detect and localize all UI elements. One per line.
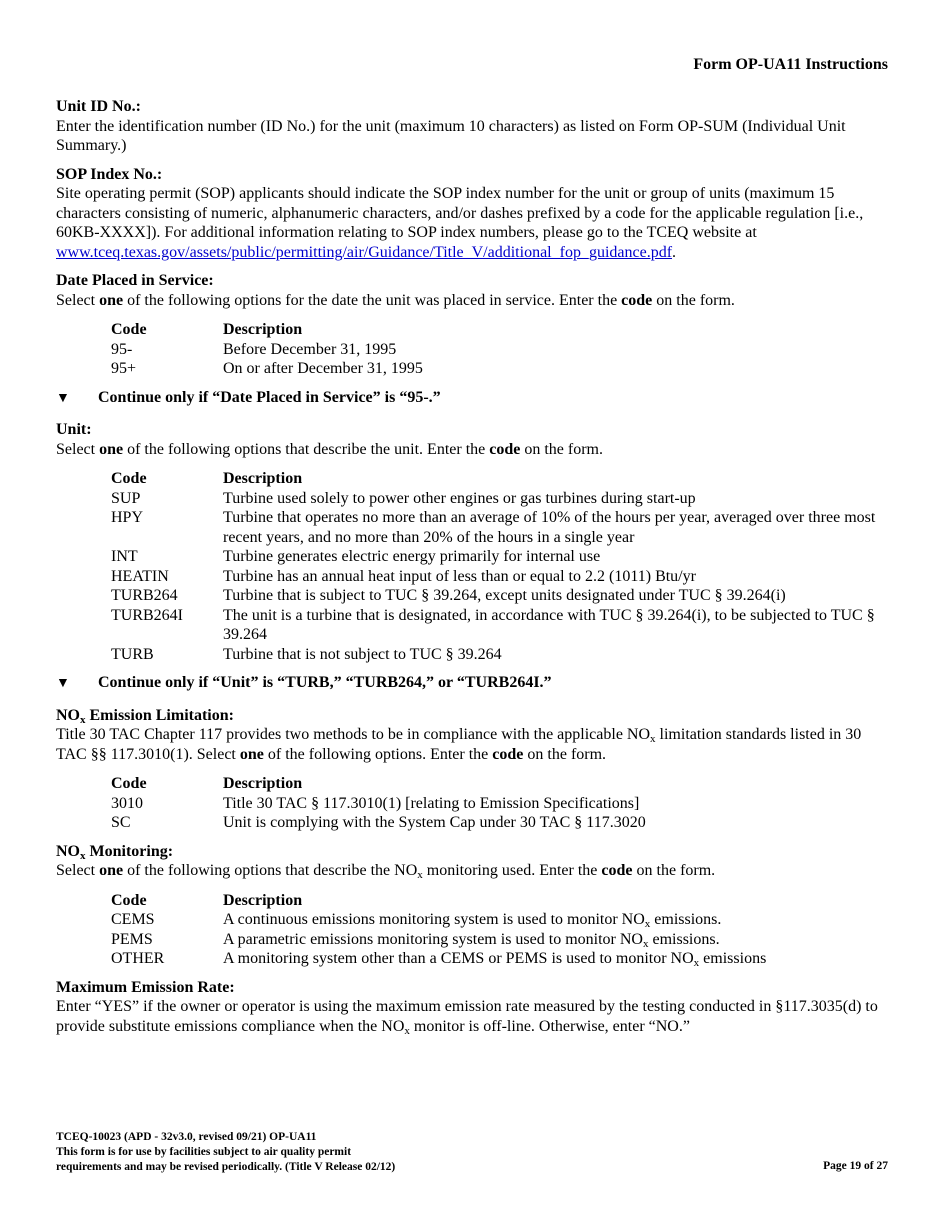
code-cell: 95+: [111, 360, 137, 377]
section-intro: Select one of the following options that describe the unit. Enter the code on the form.: [56, 440, 603, 458]
down-triangle-icon: ▼: [56, 390, 70, 406]
column-header-description: Description: [223, 775, 303, 792]
section-unit-id: [56, 97, 892, 156]
column-header-description: Description: [223, 891, 303, 909]
table-row: [111, 340, 894, 360]
section-text: Site operating permit (SOP) applicants should indicate the SOP index number for the unit or group of units (maximum 15 characters consisting of numeric, alphanumeric characters, and/or dashes prefixed by a code for the applicable regulation [i.e., 60KB-XXXX]). For additional information relating to SOP index numbers, please go to the TCEQ website at www.tceq.texas.gov/assets/public/permitting/air/Guidance/Title_V/additional_fop_guidance.pdf.: [56, 185, 864, 261]
section-heading: $NO_x$ Monitoring:: [56, 842, 174, 862]
description-cell: Before December 31, 1995: [223, 340, 397, 358]
section-heading: Unit ID No.:: [56, 98, 141, 115]
section-intro: Title 30 TAC Chapter 117 provides two methods to be in compliance with the applicable $NO_x$ limitation standards listed in 30 TAC §§ 117.3010(1). Select one of the following options. Enter the code on the form.: [56, 726, 862, 763]
code-table-nox-monitoring: [111, 891, 894, 969]
code-cell: 3010: [111, 794, 143, 812]
table-row: [111, 930, 894, 950]
table-row: [111, 359, 894, 379]
table-header-row: [111, 774, 894, 794]
table-row: [111, 547, 894, 567]
page-header-title: Form OP-UA11 Instructions: [693, 56, 888, 73]
continue-instruction-1: ▼ Continue only if “Date Placed in Service” is “95-.”: [56, 388, 892, 409]
column-header-code: Code: [111, 775, 147, 792]
code-cell: CEMS: [111, 911, 155, 928]
table-row: [111, 910, 894, 930]
table-row: [111, 567, 894, 587]
description-cell: On or after December 31, 1995: [223, 360, 423, 377]
table-row: [111, 586, 894, 606]
code-cell: SUP: [111, 489, 141, 507]
footer-note-line1: This form is for use by facilities subject to air quality permit: [56, 1146, 352, 1158]
table-header-row: [111, 469, 894, 489]
code-table-nox-limit: [111, 774, 894, 833]
description-cell: The unit is a turbine that is designated, in accordance with TUC § 39.264(i), to be subjected to TUC § 39.264: [223, 606, 875, 643]
page-number: Page 19 of 27: [823, 1160, 888, 1172]
code-cell: PEMS: [111, 930, 153, 948]
table-row: [111, 949, 894, 969]
table-row: [111, 508, 894, 547]
section-unit: [56, 420, 892, 664]
section-heading: SOP Index No.:: [56, 165, 163, 183]
description-cell: A parametric emissions monitoring system is used to monitor $NO_x$ emissions.: [223, 930, 720, 950]
column-header-code: Code: [111, 321, 147, 338]
description-cell: A continuous emissions monitoring system is used to monitor $NO_x$ emissions.: [223, 911, 722, 930]
section-nox-emission-limitation: [56, 706, 892, 833]
page-footer: [56, 1130, 395, 1175]
table-row: [111, 813, 894, 833]
section-heading: Date Placed in Service:: [56, 272, 214, 289]
table-header-row: [111, 891, 894, 911]
section-intro: Select one of the following options that describe the $NO_x$ monitoring used. Enter the code on the form.: [56, 862, 716, 881]
code-cell: HPY: [111, 509, 144, 526]
section-heading: Maximum Emission Rate:: [56, 978, 235, 996]
code-cell: TURB: [111, 645, 154, 663]
code-cell: INT: [111, 548, 138, 565]
code-cell: SC: [111, 814, 131, 831]
description-cell: Title 30 TAC § 117.3010(1) [relating to Emission Specifications]: [223, 794, 640, 812]
description-cell: Turbine used solely to power other engines or gas turbines during start-up: [223, 489, 696, 507]
description-cell: A monitoring system other than a CEMS or PEMS is used to monitor $NO_x$ emissions: [223, 950, 767, 969]
code-table-unit: [111, 469, 894, 664]
code-cell: TURB264: [111, 587, 178, 604]
section-sop-index: [56, 165, 892, 263]
footer-note-line2: requirements and may be revised periodically. (Title V Release 02/12): [56, 1161, 396, 1173]
down-triangle-icon: ▼: [56, 676, 70, 691]
code-table-date: [111, 320, 894, 379]
code-cell: 95-: [111, 340, 133, 358]
section-heading: Unit:: [56, 421, 92, 438]
section-date-placed-in-service: [56, 271, 892, 379]
code-cell: TURB264I: [111, 606, 183, 624]
column-header-description: Description: [223, 470, 303, 487]
description-cell: Turbine has an annual heat input of less than or equal to 2.2 (1011) Btu/yr: [223, 567, 696, 585]
column-header-description: Description: [223, 321, 303, 338]
section-text: Enter “YES” if the owner or operator is using the maximum emission rate measured by the testing conducted in §117.3035(d) to provide substitute emissions compliance when the $NO_x$ monitor is off-line. Otherwise, enter “NO.”: [56, 998, 878, 1037]
table-row: [111, 606, 894, 645]
section-maximum-emission-rate: [56, 978, 892, 1037]
table-header-row: [111, 320, 894, 340]
description-cell: Turbine that is subject to TUC § 39.264, except units designated under TUC § 39.264(i): [223, 587, 786, 604]
section-intro: Select one of the following options for the date the unit was placed in service. Enter the code on the form.: [56, 291, 735, 309]
section-nox-monitoring: [56, 842, 892, 969]
table-row: [111, 489, 894, 509]
section-heading: $NO_x$ Emission Limitation:: [56, 706, 234, 726]
description-cell: Turbine that is not subject to TUC § 39.264: [223, 645, 502, 663]
description-cell: Unit is complying with the System Cap under 30 TAC § 117.3020: [223, 814, 646, 831]
instructions-body: [56, 97, 892, 1045]
code-cell: HEATIN: [111, 567, 169, 585]
tceq-guidance-link[interactable]: www.tceq.texas.gov/assets/public/permitting/air/Guidance/Title_V/additional_fop_guidance.pdf: [56, 243, 673, 261]
column-header-code: Code: [111, 891, 147, 909]
table-row: [111, 794, 894, 814]
code-cell: OTHER: [111, 950, 165, 967]
column-header-code: Code: [111, 470, 147, 487]
description-cell: Turbine that operates no more than an average of 10% of the hours per year, averaged over three most recent years, and no more than 20% of the hours in a single year: [223, 509, 876, 546]
description-cell: Turbine generates electric energy primarily for internal use: [223, 548, 601, 565]
table-row: [111, 645, 894, 665]
section-text: Enter the identification number (ID No.) for the unit (maximum 10 characters) as listed on Form OP-SUM (Individual Unit Summary.): [56, 117, 846, 154]
footer-form-id: TCEQ-10023 (APD - 32v3.0, revised 09/21) OP-UA11: [56, 1131, 317, 1143]
continue-instruction-2: ▼ Continue only if “Unit” is “TURB,” “TURB264,” or “TURB264I.”: [56, 673, 892, 694]
